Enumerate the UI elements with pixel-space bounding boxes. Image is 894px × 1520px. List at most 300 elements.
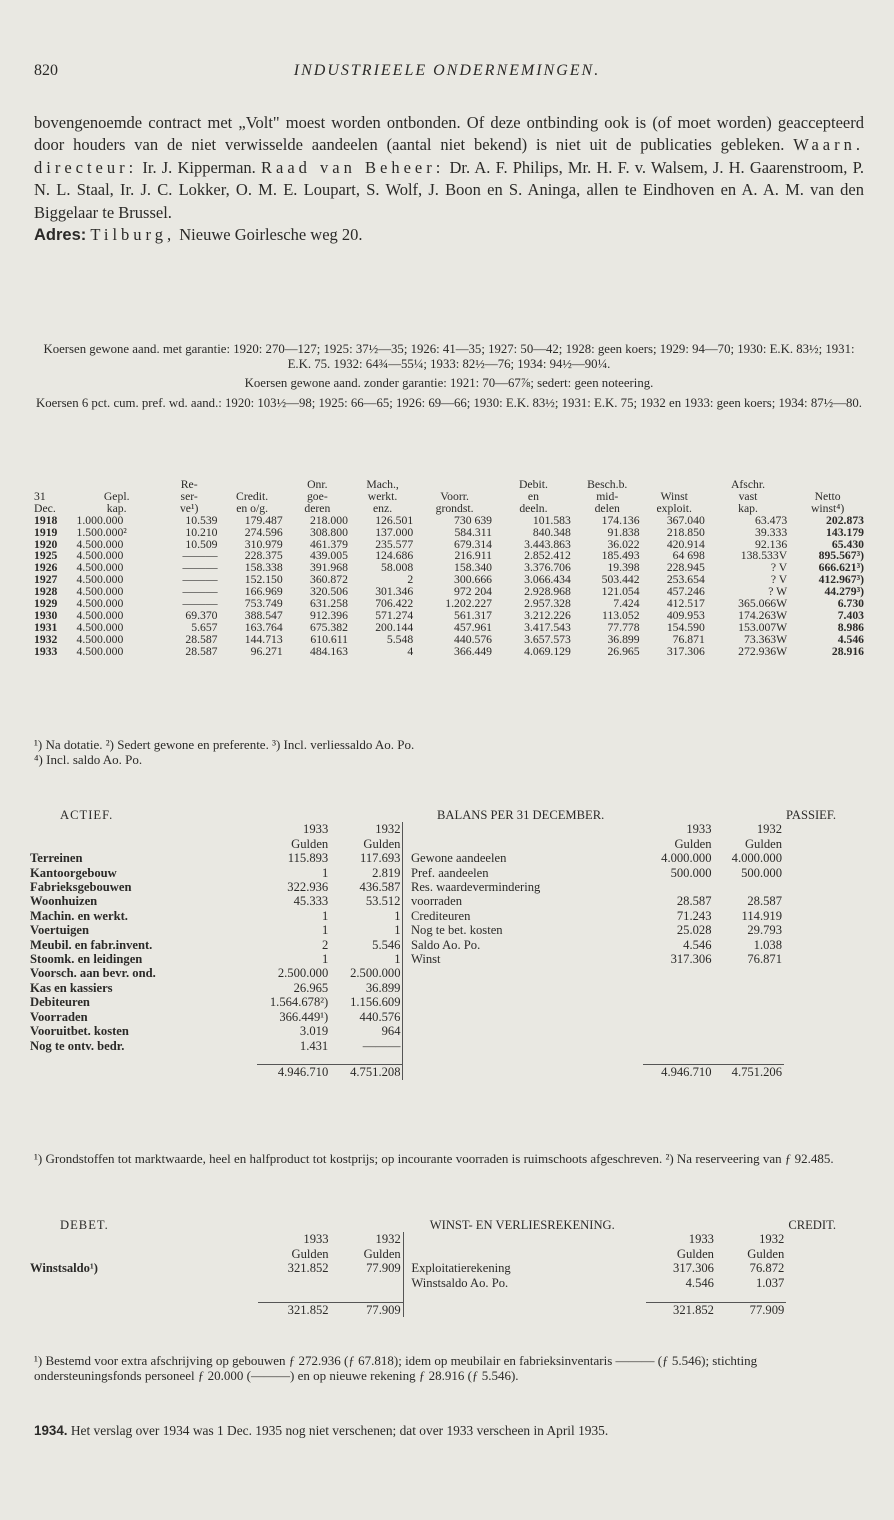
financial-note-1: ¹) Na dotatie. ²) Sedert gewone en preferente. ³) Incl. verliessaldo Ao. Po. bbox=[34, 737, 415, 752]
amount-1933 bbox=[643, 880, 713, 894]
empty-cell bbox=[28, 1276, 258, 1290]
winst-title-row bbox=[28, 1218, 864, 1232]
column-header: enz. bbox=[372, 501, 393, 515]
amount-1932: 2.819 bbox=[372, 865, 401, 880]
amount-1933: 2.500.000 bbox=[277, 966, 329, 981]
table-cell: 96.271 bbox=[250, 644, 283, 658]
table-cell: 69.370 bbox=[185, 608, 218, 622]
table-cell: 185.493 bbox=[601, 549, 640, 563]
table-cell: 484.163 bbox=[309, 644, 348, 658]
list-item bbox=[28, 1039, 864, 1053]
table-cell: 631.258 bbox=[309, 597, 348, 611]
column-header: winst⁴) bbox=[810, 501, 845, 515]
empty-cell bbox=[784, 966, 864, 980]
table-cell: ——— bbox=[182, 561, 218, 575]
row-year: 1933 bbox=[34, 644, 58, 658]
row-year: 1927 bbox=[34, 573, 58, 587]
table-cell: 174.263W bbox=[738, 608, 788, 622]
table-cell: 7.424 bbox=[613, 597, 640, 611]
table-cell: 4 bbox=[407, 644, 414, 658]
table-cell: 3.066.434 bbox=[524, 573, 571, 587]
list-item bbox=[28, 851, 864, 865]
table-cell: 4.500.000 bbox=[76, 585, 124, 599]
table-cell: 126.501 bbox=[375, 513, 414, 527]
table-cell: 457.961 bbox=[454, 620, 493, 634]
column-header: goe- bbox=[306, 489, 328, 503]
amount-1933: 500.000 bbox=[670, 865, 712, 880]
closing-text: Het verslag over 1934 was 1 Dec. 1935 nog niet verschenen; dat over 1933 verscheen in April 1935. bbox=[70, 1423, 609, 1438]
column-header: Mach., bbox=[366, 478, 399, 491]
empty-cell bbox=[784, 981, 864, 995]
empty-cell bbox=[409, 966, 643, 980]
table-cell: ——— bbox=[182, 597, 218, 611]
amount-1932: 28.587 bbox=[747, 894, 783, 909]
account-label: voorraden bbox=[410, 894, 462, 909]
amount-1932: 29.793 bbox=[747, 923, 783, 938]
table-cell: ——— bbox=[182, 573, 218, 587]
table-row bbox=[32, 622, 866, 634]
table-cell: 272.936W bbox=[738, 644, 788, 658]
debet-title: DEBET. bbox=[60, 1218, 109, 1232]
column-header: Besch.b. bbox=[587, 478, 628, 491]
closing-year: 1934. bbox=[34, 1423, 68, 1438]
empty-cell bbox=[784, 952, 864, 966]
year-1933: 1933 bbox=[303, 822, 329, 837]
table-cell: 300.666 bbox=[454, 573, 493, 587]
intro-paragraph bbox=[34, 112, 864, 246]
amount-1932: 5.546 bbox=[372, 937, 401, 952]
account-label: Voorsch. aan bevr. ond. bbox=[30, 966, 156, 981]
account-label: Nog te ontv. bedr. bbox=[30, 1038, 125, 1053]
row-year: 1918 bbox=[34, 513, 58, 527]
balance-year-row bbox=[28, 822, 864, 836]
table-cell: 5.548 bbox=[386, 632, 414, 646]
account-label: Meubil. en fabr.invent. bbox=[30, 937, 153, 952]
empty-cell bbox=[784, 866, 864, 880]
account-label: Gewone aandeelen bbox=[410, 851, 507, 866]
balance-body bbox=[28, 851, 864, 1053]
table-cell: 143.179 bbox=[826, 525, 864, 539]
table-cell: 584.311 bbox=[454, 525, 493, 539]
table-cell: 675.382 bbox=[309, 620, 348, 634]
table-row bbox=[32, 574, 866, 586]
unit-label: Gulden bbox=[674, 836, 712, 851]
table-cell: 44.279³) bbox=[824, 585, 864, 599]
table-cell: 28.587 bbox=[185, 632, 218, 646]
balance-title-row bbox=[28, 808, 864, 822]
account-label: Machin. en werkt. bbox=[30, 908, 128, 923]
table-row bbox=[32, 562, 866, 574]
row-year: 1920 bbox=[34, 537, 58, 551]
column-header: Re- bbox=[180, 478, 198, 491]
table-cell: 679.314 bbox=[454, 537, 493, 551]
empty-cell bbox=[784, 880, 864, 894]
list-item bbox=[28, 1024, 864, 1038]
empty-cell bbox=[409, 1039, 643, 1053]
table-cell: 39.333 bbox=[755, 525, 788, 539]
table-cell: 610.611 bbox=[310, 632, 348, 646]
year-1933: 1933 bbox=[303, 1232, 329, 1247]
empty-cell bbox=[409, 1010, 643, 1024]
empty-cell bbox=[643, 1010, 713, 1024]
list-item bbox=[28, 880, 864, 894]
total-actief-1933: 4.946.710 bbox=[257, 1065, 330, 1080]
empty-cell bbox=[643, 995, 713, 1009]
table-cell: 121.054 bbox=[601, 585, 640, 599]
table-cell: 3.657.573 bbox=[524, 632, 571, 646]
empty-cell bbox=[784, 1010, 864, 1024]
unit-label: Gulden bbox=[291, 836, 329, 851]
table-cell: 308.800 bbox=[309, 525, 348, 539]
empty-cell bbox=[714, 981, 785, 995]
koersen-zonder-garantie: Koersen gewone aand. zonder garantie: 1921: 70—67⅞; sedert: geen noteering. bbox=[244, 376, 654, 391]
account-label: Pref. aandeelen bbox=[410, 865, 489, 880]
amount-1933: 45.333 bbox=[293, 894, 329, 909]
balance-unit-row bbox=[28, 837, 864, 851]
winst-body bbox=[28, 1261, 864, 1290]
table-cell: 439.005 bbox=[309, 549, 348, 563]
credit-title: CREDIT. bbox=[788, 1218, 836, 1232]
account-label: Nog te bet. kosten bbox=[410, 923, 503, 938]
table-cell: 36.022 bbox=[607, 537, 640, 551]
list-item bbox=[28, 923, 864, 937]
account-label: Kas en kassiers bbox=[30, 980, 113, 995]
column-header: kap. bbox=[106, 501, 127, 515]
table-cell: 65.430 bbox=[831, 537, 864, 551]
amount-1933: 1.564.678²) bbox=[269, 995, 329, 1010]
amount-1932: 76.872 bbox=[749, 1261, 785, 1276]
column-header: kap. bbox=[738, 501, 758, 515]
amount-1932: 500.000 bbox=[741, 865, 783, 880]
empty-cell bbox=[714, 1039, 785, 1053]
table-cell: 2.957.328 bbox=[524, 597, 571, 611]
table-cell: 666.621³) bbox=[818, 561, 864, 575]
amount-1932: 76.871 bbox=[747, 952, 783, 967]
table-cell: 301.346 bbox=[375, 585, 414, 599]
table-cell: 440.576 bbox=[454, 632, 493, 646]
table-cell: 895.567³) bbox=[818, 549, 864, 563]
table-cell: 2.852.412 bbox=[524, 549, 571, 563]
column-header: en bbox=[527, 489, 539, 503]
table-cell: 1.500.000² bbox=[76, 525, 127, 539]
empty-cell bbox=[643, 1039, 713, 1053]
total-debet-1932: 77.909 bbox=[331, 1302, 404, 1317]
column-header: mid- bbox=[596, 489, 619, 503]
financial-table-body bbox=[32, 515, 866, 658]
table-cell: 7.403 bbox=[837, 608, 864, 622]
column-header: Debit. bbox=[518, 478, 548, 491]
table-cell: ——— bbox=[182, 549, 218, 563]
table-cell: ? V bbox=[770, 573, 788, 587]
list-item bbox=[28, 966, 864, 980]
page-number: 820 bbox=[34, 62, 58, 79]
table-cell: 840.348 bbox=[532, 525, 571, 539]
balance-sheet bbox=[28, 808, 864, 1080]
table-cell: 367.040 bbox=[666, 513, 705, 527]
table-row bbox=[32, 550, 866, 562]
total-credit-1932: 77.909 bbox=[716, 1302, 786, 1317]
table-cell: 19.398 bbox=[607, 561, 640, 575]
table-cell: 153.007W bbox=[738, 620, 788, 634]
unit-label: Gulden bbox=[363, 836, 401, 851]
table-cell: 4.500.000 bbox=[76, 608, 124, 622]
financial-note-2: ⁴) Incl. saldo Ao. Po. bbox=[34, 751, 143, 767]
row-year: 1929 bbox=[34, 597, 58, 611]
amount-1932: 1 bbox=[394, 952, 401, 967]
amount-1933: 115.893 bbox=[287, 851, 329, 866]
amount-1932: 77.909 bbox=[366, 1261, 401, 1276]
passief-title: PASSIEF. bbox=[786, 808, 836, 822]
table-cell: 92.136 bbox=[755, 537, 788, 551]
total-credit-1933: 321.852 bbox=[646, 1302, 716, 1317]
table-cell: 274.596 bbox=[244, 525, 283, 539]
table-cell: 412.967³) bbox=[818, 573, 864, 587]
adres-label: Adres: bbox=[34, 226, 87, 245]
table-cell: 137.000 bbox=[375, 525, 414, 539]
amount-1933: 317.306 bbox=[673, 1261, 714, 1276]
table-cell: 36.899 bbox=[607, 632, 640, 646]
table-cell: 409.953 bbox=[666, 608, 705, 622]
table-cell: 26.965 bbox=[607, 644, 640, 658]
actief-title: ACTIEF. bbox=[60, 808, 114, 822]
column-header: deeln. bbox=[519, 501, 548, 515]
table-cell: 202.873 bbox=[826, 513, 864, 527]
column-header: deren bbox=[304, 501, 331, 515]
table-cell: 503.442 bbox=[601, 573, 640, 587]
table-cell: 571.274 bbox=[375, 608, 414, 622]
empty-cell bbox=[784, 923, 864, 937]
table-cell: 163.764 bbox=[244, 620, 283, 634]
table-cell: 1.000.000 bbox=[76, 513, 124, 527]
table-cell: 561.317 bbox=[454, 608, 493, 622]
amount-1933: 3.019 bbox=[299, 1024, 329, 1039]
empty-cell bbox=[331, 1276, 404, 1290]
table-cell: 2 bbox=[407, 573, 414, 587]
table-cell: 228.945 bbox=[666, 561, 705, 575]
list-item bbox=[28, 981, 864, 995]
intro-lines: bovengenoemde contract met „Volt" moest worden ontbonden. Of deze ontbinding ook is (of moet worden) geaccepteerd door houders van de niet verwisselde aandeelen (aantal niet bekend) is niet uit de publicaties gebleken. bbox=[34, 113, 864, 155]
account-label: Kantoorgebouw bbox=[30, 865, 117, 880]
table-cell: 360.872 bbox=[309, 573, 348, 587]
table-cell: 320.506 bbox=[309, 585, 348, 599]
amount-1932: 1 bbox=[394, 923, 401, 938]
total-actief-1932: 4.751.208 bbox=[330, 1065, 403, 1080]
raad-members: Dr. A. F. Philips, Mr. H. F. v. Walsem, J. H. Gaarenstroom, P. N. L. Staal, Ir. J. C. Lokker, O. M. E. Loupart, S. Wolf, J. Boon en S. Aninga, allen te Eindhoven en A. A. M. van den Biggelaar te Brussel. bbox=[34, 157, 865, 222]
column-header: Netto bbox=[814, 489, 841, 503]
financial-table-notes bbox=[34, 738, 864, 768]
table-cell: 218.850 bbox=[666, 525, 705, 539]
table-cell: 77.778 bbox=[607, 620, 640, 634]
table-cell: 10.539 bbox=[185, 513, 218, 527]
list-item bbox=[28, 1261, 864, 1275]
amount-1933: 1 bbox=[321, 923, 329, 938]
table-cell: 76.871 bbox=[672, 632, 705, 646]
amount-1933: 28.587 bbox=[676, 894, 712, 909]
balance-total-row bbox=[28, 1065, 864, 1080]
winst-unit-row bbox=[28, 1247, 864, 1261]
table-cell: 4.500.000 bbox=[76, 597, 124, 611]
year-1932: 1932 bbox=[375, 1232, 401, 1247]
empty-cell bbox=[786, 1276, 864, 1290]
table-cell: 154.590 bbox=[666, 620, 705, 634]
column-header: werkt. bbox=[367, 489, 398, 503]
empty-cell bbox=[784, 938, 864, 952]
table-cell: 144.713 bbox=[244, 632, 283, 646]
amount-1932: 1.156.609 bbox=[350, 995, 401, 1010]
amount-1932: 53.512 bbox=[365, 894, 401, 909]
empty-cell bbox=[714, 1010, 785, 1024]
directeur-name: Ir. J. Kipperman. bbox=[142, 157, 256, 177]
table-cell: 228.375 bbox=[244, 549, 283, 563]
column-header: Afschr. bbox=[730, 478, 766, 491]
amount-1932: 2.500.000 bbox=[350, 966, 401, 981]
table-cell: 152.150 bbox=[244, 573, 283, 587]
account-label: Res. waardevermindering bbox=[410, 880, 541, 895]
directeur-label: Waarn. directeur: bbox=[34, 135, 865, 177]
table-cell: 91.838 bbox=[607, 525, 640, 539]
balans-title: BALANS PER 31 DECEMBER. bbox=[437, 808, 605, 822]
account-label: Debiteuren bbox=[30, 995, 90, 1010]
table-row bbox=[32, 527, 866, 539]
table-cell: 216.911 bbox=[454, 549, 493, 563]
table-cell: 4.500.000 bbox=[76, 561, 124, 575]
account-label: Voorraden bbox=[30, 1009, 88, 1024]
table-cell: 412.517 bbox=[666, 597, 705, 611]
empty-cell bbox=[409, 1024, 643, 1038]
table-cell: 730 639 bbox=[454, 513, 493, 527]
account-label: Crediteuren bbox=[410, 908, 471, 923]
row-year: 1932 bbox=[34, 632, 58, 646]
list-item bbox=[28, 952, 864, 966]
row-year: 1919 bbox=[34, 525, 58, 539]
year-1933: 1933 bbox=[686, 822, 712, 837]
table-cell: 218.000 bbox=[309, 513, 348, 527]
koersen-block bbox=[34, 342, 864, 415]
table-cell: 158.340 bbox=[454, 561, 493, 575]
amount-1933: 4.000.000 bbox=[661, 851, 712, 866]
column-header: Onr. bbox=[307, 478, 328, 491]
column-header: en o/g. bbox=[236, 501, 269, 515]
table-cell: 366.449 bbox=[454, 644, 493, 658]
amount-1932: 436.587 bbox=[359, 880, 401, 895]
winst-spacer-row bbox=[28, 1290, 864, 1302]
koersen-pref: Koersen 6 pct. cum. pref. wd. aand.: 1920: 103½—98; 1925: 66—65; 1926: 69—66; 1930: E.K. 83½; 1931: E.K. 75; 1932 en 1933: geen koers; 1934: 87½—80. bbox=[35, 395, 863, 410]
table-cell: 3.443.863 bbox=[524, 537, 571, 551]
balance-note: ¹) Grondstoffen tot marktwaarde, heel en halfproduct tot kostprijs; op incourante voorraden is ruimschoots afgeschreven. ²) Na reserveering van ƒ 92.485. bbox=[34, 1151, 834, 1166]
table-cell: 4.500.000 bbox=[76, 644, 124, 658]
list-item bbox=[28, 995, 864, 1009]
table-cell: 972 204 bbox=[454, 585, 493, 599]
empty-cell bbox=[714, 995, 785, 1009]
table-cell: 1.202.227 bbox=[445, 597, 493, 611]
empty-cell bbox=[258, 1276, 330, 1290]
table-row bbox=[32, 515, 866, 527]
total-passief-1933: 4.946.710 bbox=[643, 1065, 713, 1080]
table-cell: 753.749 bbox=[244, 597, 283, 611]
list-item bbox=[28, 866, 864, 880]
amount-1932 bbox=[714, 880, 785, 894]
table-cell: 253.654 bbox=[666, 573, 705, 587]
table-cell: 179.487 bbox=[244, 513, 283, 527]
column-header: delen bbox=[594, 501, 620, 515]
empty-cell bbox=[409, 981, 643, 995]
unit-label: Gulden bbox=[291, 1246, 329, 1261]
year-1932: 1932 bbox=[756, 822, 783, 837]
koersen-met-garantie: Koersen gewone aand. met garantie: 1920: 270—127; 1925: 37½—35; 1926: 41—35; 1927: 50—42; 1928: geen koers; 1929: 94—70; 1930: E.K. 83½; 1931: E.K. 75. 1932: 64¾—55¼; 1933: 82½—76; 1934: 94½—90¼. bbox=[43, 342, 855, 371]
table-cell: 391.968 bbox=[309, 561, 348, 575]
column-header: grondst. bbox=[435, 501, 474, 515]
amount-1933: 366.449¹) bbox=[279, 1009, 329, 1024]
winst-title: WINST- EN VERLIESREKENING. bbox=[429, 1218, 615, 1232]
column-header: Winst bbox=[660, 489, 688, 503]
table-cell: 28.916 bbox=[831, 644, 864, 658]
amount-1933: 317.306 bbox=[670, 952, 712, 967]
table-cell: 8.986 bbox=[837, 620, 864, 634]
table-cell: 10.509 bbox=[185, 537, 218, 551]
table-cell: 310.979 bbox=[244, 537, 283, 551]
column-header: 31 bbox=[34, 489, 46, 503]
unit-label: Gulden bbox=[676, 1246, 714, 1261]
table-cell: 457.246 bbox=[666, 585, 705, 599]
column-header: ve¹) bbox=[179, 501, 199, 515]
table-cell: 63.473 bbox=[755, 513, 788, 527]
empty-cell bbox=[643, 966, 713, 980]
amount-1932: 1.038 bbox=[753, 937, 783, 952]
table-cell: 4.546 bbox=[837, 632, 864, 646]
total-passief-1932: 4.751.206 bbox=[714, 1065, 785, 1080]
column-header: ser- bbox=[180, 489, 198, 503]
account-label: Vooruitbet. kosten bbox=[30, 1024, 129, 1039]
empty-cell bbox=[784, 995, 864, 1009]
table-cell: ? V bbox=[770, 561, 788, 575]
table-cell: 4.069.129 bbox=[524, 644, 571, 658]
table-cell: ? W bbox=[768, 585, 788, 599]
table-cell: 138.533V bbox=[740, 549, 788, 563]
table-row bbox=[32, 646, 866, 658]
total-debet-1933: 321.852 bbox=[258, 1302, 330, 1317]
adres-street: Nieuwe Goirlesche weg 20. bbox=[179, 225, 363, 245]
year-1933: 1933 bbox=[688, 1232, 714, 1247]
account-label: Woonhuizen bbox=[30, 894, 98, 909]
row-year: 1925 bbox=[34, 549, 58, 563]
unit-label: Gulden bbox=[744, 836, 783, 851]
account-label: Winstsaldo Ao. Po. bbox=[411, 1275, 509, 1290]
empty-cell bbox=[784, 851, 864, 865]
table-cell: 317.306 bbox=[666, 644, 705, 658]
amount-1933: 71.243 bbox=[676, 908, 712, 923]
account-label: Winstsaldo¹) bbox=[30, 1261, 98, 1276]
list-item bbox=[28, 909, 864, 923]
amount-1933: 26.965 bbox=[293, 980, 329, 995]
account-label: Terreinen bbox=[30, 851, 83, 866]
table-cell: 912.396 bbox=[309, 608, 348, 622]
column-header: vast bbox=[738, 489, 758, 503]
table-cell: 420.914 bbox=[666, 537, 705, 551]
column-header: Voorr. bbox=[440, 489, 469, 503]
account-label: Saldo Ao. Po. bbox=[410, 937, 481, 952]
row-year: 1928 bbox=[34, 585, 58, 599]
table-cell: 101.583 bbox=[532, 513, 571, 527]
account-label: Voertuigen bbox=[30, 923, 90, 938]
amount-1932: 117.693 bbox=[360, 851, 401, 866]
list-item bbox=[28, 1010, 864, 1024]
list-item bbox=[28, 1276, 864, 1290]
balance-spacer-row bbox=[28, 1053, 864, 1065]
amount-1933: 322.936 bbox=[287, 880, 329, 895]
unit-label: Gulden bbox=[363, 1246, 401, 1261]
row-year: 1931 bbox=[34, 620, 58, 634]
table-cell: 113.052 bbox=[602, 608, 640, 622]
